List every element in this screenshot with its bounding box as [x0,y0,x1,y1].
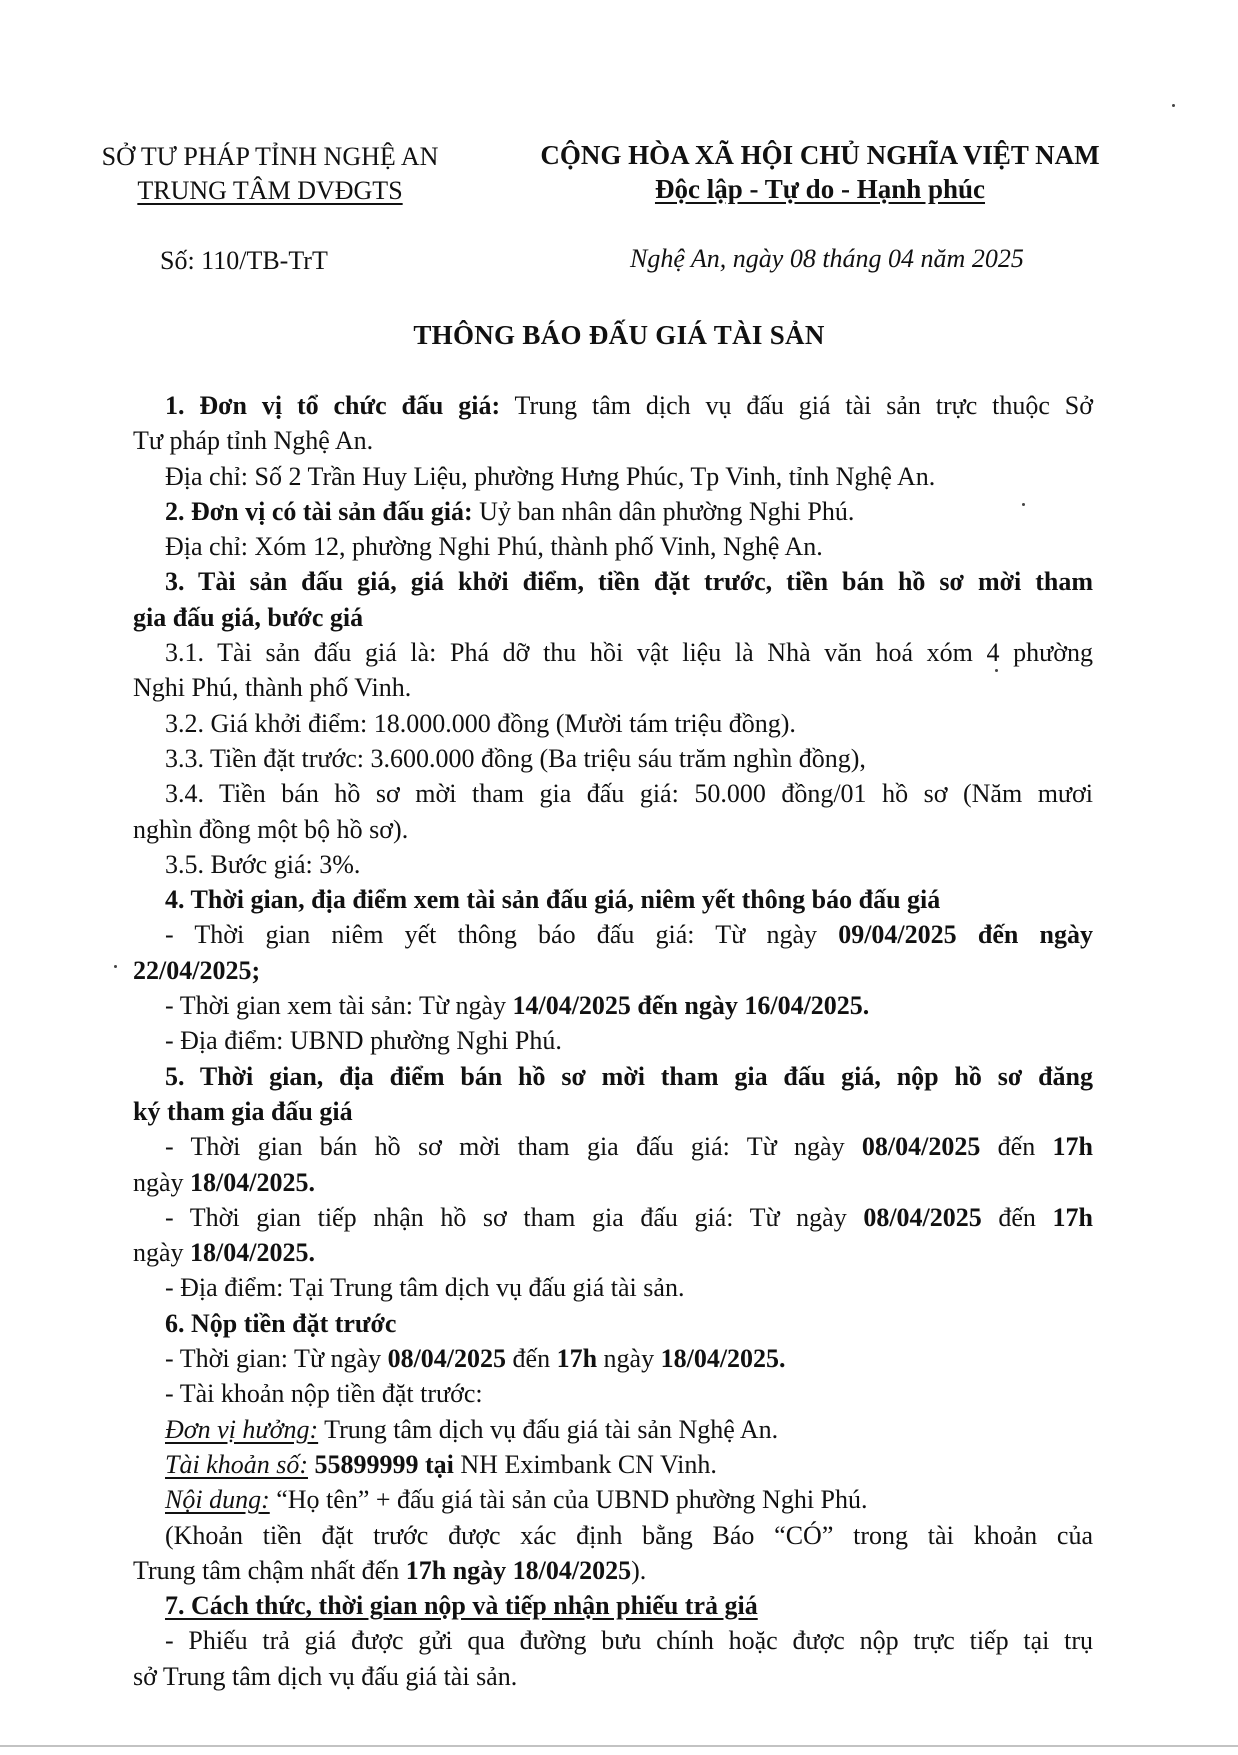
document-number: Số: 110/TB-TrT [160,246,328,275]
s6-account: Tài khoản số: 55899999 tại NH Eximbank CN Vinh. [165,1449,717,1479]
s7-line-1: - Phiếu trả giá được gửi qua đường bưu chính hoặc được nộp trực tiếp tại trụ [165,1626,1093,1656]
s1-address: Địa chỉ: Số 2 Trần Huy Liệu, phường Hưng Phúc, Tp Vinh, tỉnh Nghệ An. [165,461,936,491]
s6-beneficiary: Đơn vị hưởng: Trung tâm dịch vụ đấu giá tài sản Nghệ An. [165,1414,779,1444]
s6-note-2: Trung tâm chậm nhất đến 17h ngày 18/04/2025). [133,1555,647,1585]
s1-line-1: 1. Đơn vị tổ chức đấu giá: Trung tâm dịch vụ đấu giá tài sản trực thuộc Sở [165,391,1094,420]
s4-line-1-cont: 22/04/2025; [133,955,261,985]
motto: Độc lập - Tự do - Hạnh phúc [654,174,986,204]
s4-line-1: - Thời gian niêm yết thông báo đấu giá: Từ ngày 09/04/2025 đến ngày [165,920,1093,950]
org-name: TRUNG TÂM DVĐGTS [137,176,403,205]
s6-time: - Thời gian: Từ ngày 08/04/2025 đến 17h ngày 18/04/2025. [165,1344,786,1374]
s3-item-2: 3.2. Giá khởi điểm: 18.000.000 đồng (Mười tám triệu đồng). [165,708,796,738]
s5-line-2-cont: ngày 18/04/2025. [133,1238,315,1268]
s3-item-4a: 3.4. Tiền bán hồ sơ mời tham gia đấu giá: 50.000 đồng/01 hồ sơ (Năm mươi [165,779,1093,809]
s4-line-2: - Thời gian xem tài sản: Từ ngày 14/04/2025 đến ngày 16/04/2025. [165,991,870,1021]
s6-account-intro: - Tài khoản nộp tiền đặt trước: [165,1379,483,1409]
s5-line-1-cont: ngày 18/04/2025. [133,1167,315,1197]
s3-item-1b: Nghi Phú, thành phố Vinh. [133,673,412,703]
s2-line: 2. Đơn vị có tài sản đấu giá: Uỷ ban nhân dân phường Nghi Phú. [165,496,855,526]
nation-name: CỘNG HÒA XÃ HỘI CHỦ NGHĨA VIỆT NAM [540,140,1100,170]
s5-line-2: - Thời gian tiếp nhận hồ sơ tham gia đấu giá: Từ ngày 08/04/2025 đến 17h [165,1202,1093,1232]
s5-line-1: - Thời gian bán hồ sơ mời tham gia đấu giá: Từ ngày 08/04/2025 đến 17h [165,1132,1093,1162]
s3-item-5: 3.5. Bước giá: 3%. [165,849,361,879]
s6-heading: 6. Nộp tiền đặt trước [165,1308,397,1338]
scan-speck [995,669,998,672]
s7-heading: 7. Cách thức, thời gian nộp và tiếp nhận phiếu trả giá [165,1591,758,1621]
s6-note-1: (Khoản tiền đặt trước được xác định bằng Báo “CÓ” trong tài khoản của [165,1520,1093,1550]
national-heading [480,138,1160,206]
s7-line-1-cont: sở Trung tâm dịch vụ đấu giá tài sản. [133,1661,518,1691]
s4-line-3: - Địa điểm: UBND phường Nghi Phú. [165,1026,562,1056]
s3-item-4b: nghìn đồng một bộ hồ sơ). [133,814,409,844]
document-body [133,388,1093,1694]
scan-speck [114,965,117,968]
s3-heading-1: 3. Tài sản đấu giá, giá khởi điểm, tiền đặt trước, tiền bán hồ sơ mời tham [165,567,1093,597]
s6-content: Nội dung: “Họ tên” + đấu giá tài sản của UBND phường Nghi Phú. [165,1485,868,1515]
s2-address: Địa chỉ: Xóm 12, phường Nghi Phú, thành phố Vinh, Nghệ An. [165,532,823,562]
org-parent: SỞ TƯ PHÁP TỈNH NGHỆ AN [101,142,439,171]
s1-line-2: Tư pháp tỉnh Nghệ An. [133,426,374,456]
s5-heading-1: 5. Thời gian, địa điểm bán hồ sơ mời tham gia đấu giá, nộp hồ sơ đăng [165,1061,1093,1091]
document-title: THÔNG BÁO ĐẤU GIÁ TÀI SẢN [413,320,825,350]
scan-edge-line [0,1745,1238,1747]
s5-line-3: - Địa điểm: Tại Trung tâm dịch vụ đấu giá tài sản. [165,1273,685,1303]
scan-speck [1172,104,1175,107]
s3-heading-2: gia đấu giá, bước giá [133,602,364,632]
scan-speck [1022,503,1025,506]
s4-heading: 4. Thời gian, địa điểm xem tài sản đấu giá, niêm yết thông báo đấu giá [165,885,941,915]
s3-item-3: 3.3. Tiền đặt trước: 3.600.000 đồng (Ba triệu sáu trăm nghìn đồng), [165,743,866,773]
s5-heading-2: ký tham gia đấu giá [133,1096,353,1126]
place-date: Nghệ An, ngày 08 tháng 04 năm 2025 [630,244,1024,273]
s3-item-1a: 3.1. Tài sản đấu giá là: Phá dỡ thu hồi vật liệu là Nhà văn hoá xóm 4 phường [165,638,1093,668]
issuer-block [60,140,480,208]
